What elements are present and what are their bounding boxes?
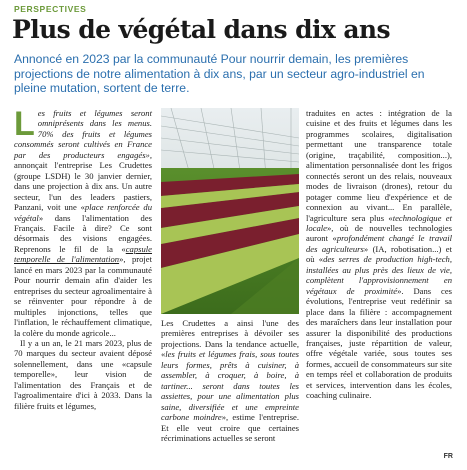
- quote-text: place renforcée du végétal: [14, 202, 152, 223]
- article-column-3: [306, 108, 452, 401]
- column2-paragraph: [161, 318, 299, 443]
- quote-text: des serres de production high-tech, installées au plus près des lieux de vie, complètent l'approvisionnement en végétaux de proximité: [306, 254, 452, 296]
- body-text: ». Dans ces évolutions, l'entreprise veut redéfinir sa place dans la filière : accompagnement des maraîchers dans leur installation pour assurer la disponibilité des productions françaises, juste répartition de valeur, offre végétale variée, sous toutes ses formes, accueil de consommateurs sur site en temps réel et collaboration de produits et services, intervention dans les écoles, coaching culinaire.: [306, 285, 452, 401]
- column1-paragraph-2: Il y a un an, le 21 mars 2023, plus de 70 marques du secteur avaient déposé solennellement, dans une «capsule temporelle», leur vision de l'alimentation des Français et de l'agroalimentaire d'ici à 2033. Dans la filière fruits et légumes,: [14, 337, 152, 411]
- body-text: Les Crudettes a ainsi l'une des premières entreprises à dévoiler ses projections. Dans la tendance actuelle, «: [161, 318, 299, 360]
- country-code: FR: [443, 453, 453, 460]
- dropcap-letter: L: [14, 105, 35, 143]
- article-column-2: [161, 318, 299, 443]
- quote-text: les fruits et légumes frais, sous toutes leurs formes, prêts à cuisiner, à assembler, à croquer, à boire, à tartiner... seront dans toutes les assiettes, pour une alimentation plus saine, diversifiée et une empreinte carbone moindre: [161, 349, 299, 423]
- greenhouse-photo: [161, 108, 299, 314]
- body-text: traduites en actes : intégration de la cuisine et des fruits et légumes dans les programmes scolaires, digitalisation permettant une transparence totale (origine, traçabilité, composition...), alimentation personnalisée dont les frigos connectés seront un des relais, nouveaux modes de livraison (drones), retour du potager comme lieu d'expérience et de connexion au vivant... En parallèle, l'agriculture sera plus «: [306, 108, 452, 223]
- quote-text: es fruits et légumes seront omniprésents dans les menus. 70% des fruits et légumes consommés seront cultivés en France par des producteurs engagés»,: [14, 108, 152, 160]
- section-kicker: PERSPECTIVES: [14, 4, 87, 14]
- body-text: », où de nouvelles technologies auront «: [306, 222, 452, 244]
- body-text: » (IA, robotisation...) et où «: [306, 243, 452, 265]
- article-column-1: [14, 105, 152, 411]
- quote-text: capsule temporelle de l'alimentation: [14, 243, 152, 265]
- body-text: » dans l'alimentation des Français. Facile à dire? Ce sont désormais des visions engagées. Reprenons le fil de la «: [14, 212, 152, 254]
- quote-text: technologique et locale: [306, 212, 452, 233]
- quote-text: profondément changé le travail des agriculteurs: [306, 233, 453, 254]
- article-headline: Plus de végétal dans dix ans: [12, 15, 390, 44]
- column3-paragraph: [306, 108, 452, 401]
- body-text: annonçait l'entreprise Les Crudettes (groupe LSDH) le 30 janvier dernier, dans une projection à dix ans. Un autre secteur, l'un des leaders pastiers, Panzani, voit une «: [14, 160, 152, 213]
- body-text: », estime l'entreprise. Et elle veut croire que certaines récriminations actuelles se seront: [161, 412, 300, 443]
- body-text: », projet lancé en mars 2023 par la communauté Pour nourrir demain afin d'aider les entreprises du secteur agroalimentaire à se réinventer pour répondre à de multiples injonctions, telles que l'inflation, le réchauffement climatique, la colère du monde agricole...: [14, 254, 152, 338]
- column1-paragraph-1: [14, 105, 152, 338]
- article-standfirst: Annoncé en 2023 par la communauté Pour nourrir demain, les premières projections de notre alimentation à dix ans, par un secteur agro-industriel en pleine mutation, sortent de terre.: [14, 52, 425, 95]
